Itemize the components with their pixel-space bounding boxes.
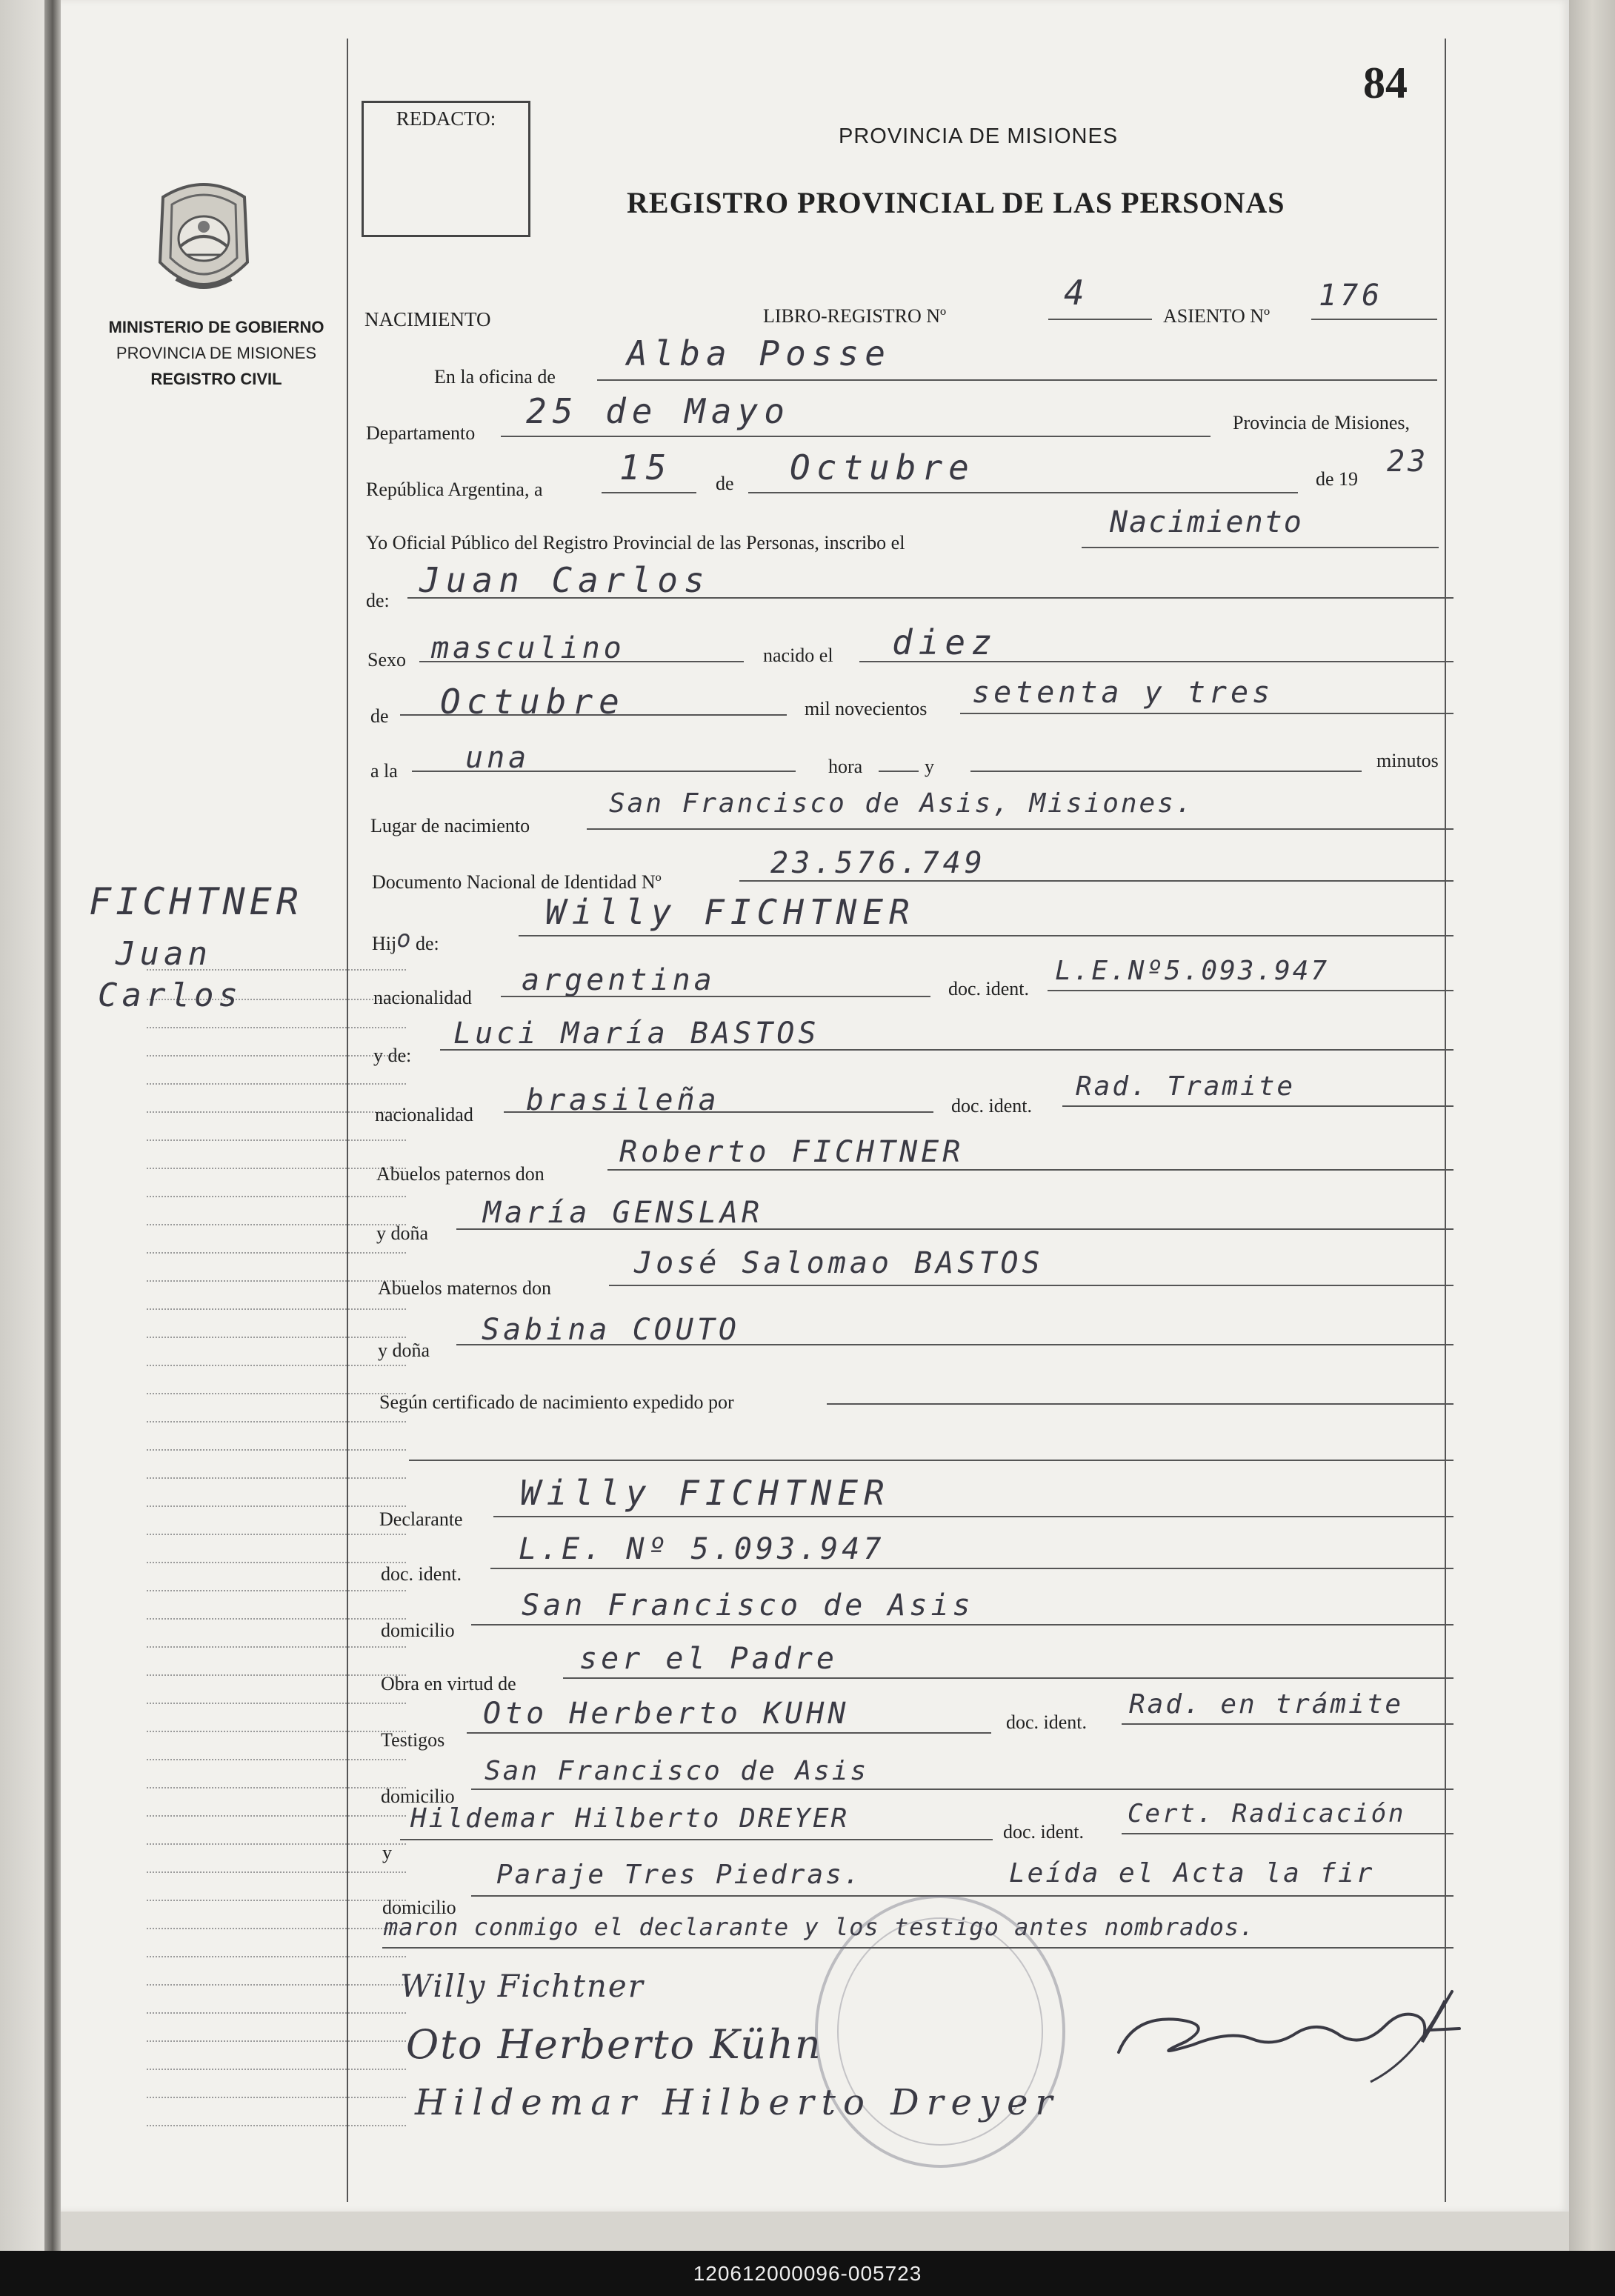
value-obra: ser el Padre <box>579 1642 838 1676</box>
value-doc-declarante: L.E. Nº 5.093.947 <box>519 1532 885 1566</box>
label-de1: de <box>716 473 734 494</box>
rule <box>960 713 1454 714</box>
right-border <box>1445 39 1446 2202</box>
margin-rule <box>147 1252 406 1254</box>
label-docident-padre: doc. ident. <box>948 978 1030 999</box>
rule <box>970 771 1362 772</box>
margin-rule <box>147 1590 406 1591</box>
value-dni: 23.576.749 <box>770 846 986 880</box>
rule <box>501 996 930 997</box>
margin-rule <box>147 1871 406 1873</box>
label-domicilio-testigo1: domicilio <box>381 1786 455 1807</box>
rule <box>1311 319 1437 320</box>
label-de-nombre: de: <box>366 590 390 611</box>
margin-rule <box>147 1196 406 1197</box>
rule <box>1048 990 1454 991</box>
margin-rule <box>147 1956 406 1957</box>
value-anio-nac: setenta y tres <box>972 676 1274 710</box>
ministry-block <box>68 314 364 392</box>
label-hijo-de: de: <box>416 933 439 954</box>
label-sexo: Sexo <box>367 649 406 671</box>
rule <box>1062 1105 1454 1107</box>
label-y-testigo2: y <box>382 1842 392 1863</box>
rule <box>1122 1723 1454 1725</box>
label-abuelos-paternos: Abuelos paternos don <box>376 1163 545 1185</box>
margin-rule <box>147 1928 406 1929</box>
redacto-label: REDACTO: <box>396 107 496 130</box>
label-y: y <box>925 756 934 777</box>
margin-rule <box>147 1703 406 1704</box>
margin-rule <box>147 1027 406 1028</box>
rule <box>471 1624 1454 1625</box>
page-number: 84 <box>1363 59 1408 107</box>
label-mil: mil novecientos <box>805 698 928 719</box>
margin-note-name1: Juan <box>116 935 212 973</box>
margin-rule <box>147 1393 406 1394</box>
margin-note-name2: Carlos <box>98 976 242 1014</box>
label-ydona-pat: y doña <box>376 1222 429 1244</box>
rule <box>400 1839 993 1840</box>
ministry-line3: REGISTRO CIVIL <box>150 370 282 388</box>
label-domicilio-testigo2: domicilio <box>382 1897 456 1918</box>
label-hijo <box>372 925 439 956</box>
margin-rule <box>147 1674 406 1676</box>
margin-rule <box>147 1534 406 1535</box>
value-abuelo-pat: Roberto FICHTNER <box>619 1135 965 1169</box>
label-minutos: minutos <box>1376 750 1439 771</box>
rule <box>597 379 1437 381</box>
value-lugar: San Francisco de Asis, Misiones. <box>609 788 1194 819</box>
value-abuela-pat: María GENSLAR <box>483 1196 764 1230</box>
margin-rule <box>147 1477 406 1479</box>
label-domicilio-declarante: domicilio <box>381 1620 455 1641</box>
label-docident-testigo1: doc. ident. <box>1006 1711 1088 1733</box>
redacto-box <box>362 101 530 237</box>
value-hijo-suffix: o <box>396 925 411 953</box>
margin-rule <box>147 1843 406 1845</box>
label-nacido: nacido el <box>763 645 833 666</box>
value-testigo1: Oto Herberto KUHN <box>483 1697 850 1731</box>
rule <box>456 1228 1454 1230</box>
rule <box>1122 1833 1454 1834</box>
margin-rule <box>147 1984 406 1986</box>
margin-rule <box>147 1083 406 1085</box>
rule <box>1048 319 1152 320</box>
margin-rule <box>147 1449 406 1451</box>
label-nacionalidad-madre: nacionalidad <box>375 1104 473 1125</box>
value-mes-nac: Octubre <box>440 682 625 722</box>
margin-rule <box>147 1421 406 1422</box>
rule <box>471 1895 1454 1897</box>
rule <box>1082 547 1439 548</box>
margin-rule <box>147 1505 406 1507</box>
label-hora: hora <box>828 756 863 777</box>
label-oficina: En la oficina de <box>434 366 556 387</box>
margin-rule <box>147 1308 406 1310</box>
rule <box>587 828 1454 830</box>
round-official-stamp <box>815 1895 1065 2168</box>
value-dom-testigo1: San Francisco de Asis <box>485 1756 869 1786</box>
label-declarante: Declarante <box>379 1508 463 1530</box>
rule <box>879 771 919 772</box>
value-acto: Nacimiento <box>1110 505 1303 539</box>
value-dom-testigo2: Paraje Tres Piedras. <box>496 1860 862 1890</box>
margin-rule <box>147 1900 406 1901</box>
signature-declarante: Willy Fichtner <box>400 1968 645 2004</box>
value-oficina: Alba Posse <box>627 333 891 373</box>
rectangular-official-stamp <box>1120 2052 1365 2069</box>
signature-testigo1: Oto Herberto Kühn <box>406 2021 822 2068</box>
margin-rule <box>147 1168 406 1169</box>
value-anio: 23 <box>1387 445 1429 479</box>
margin-rule <box>147 1337 406 1338</box>
margin-rule <box>147 1618 406 1620</box>
label-asiento: ASIENTO Nº <box>1163 305 1271 327</box>
margin-rule <box>147 2125 406 2126</box>
book-cover-edge <box>1569 0 1615 2251</box>
label-republica: República Argentina, a <box>366 479 543 500</box>
value-padre: Willy FICHTNER <box>545 892 916 932</box>
label-hijo-prefix: Hij <box>372 933 397 954</box>
label-departamento: Departamento <box>366 422 476 444</box>
rule <box>412 771 796 772</box>
margin-rule <box>147 1759 406 1760</box>
header-registro: REGISTRO PROVINCIAL DE LAS PERSONAS <box>627 186 1285 219</box>
label-nacimiento: NACIMIENTO <box>364 308 491 330</box>
rule <box>827 1403 1454 1405</box>
value-doc-testigo1: Rad. en trámite <box>1129 1689 1404 1720</box>
margin-rule <box>147 1562 406 1563</box>
label-documento: Documento Nacional de Identidad Nº <box>372 871 662 893</box>
rule <box>440 1049 1454 1051</box>
label-obra: Obra en virtud de <box>381 1673 516 1694</box>
rule <box>490 1568 1454 1569</box>
value-departamento: 25 de Mayo <box>526 391 790 431</box>
margin-rule <box>147 1280 406 1282</box>
value-madre: Luci María BASTOS <box>453 1016 820 1051</box>
value-sexo: masculino <box>431 631 625 665</box>
label-ydona-mat: y doña <box>378 1340 430 1361</box>
official-signature-scribble <box>1104 1971 1474 2089</box>
label-libro: LIBRO-REGISTRO Nº <box>763 305 947 327</box>
rule <box>456 1344 1454 1345</box>
label-de19: de 19 <box>1316 468 1359 490</box>
value-leida-line1: Leída el Acta la fir <box>1009 1858 1375 1889</box>
scan-identifier: 120612000096-005723 <box>0 2251 1615 2296</box>
provincial-seal-icon <box>150 175 258 299</box>
rule <box>602 492 696 493</box>
value-doc-testigo2: Cert. Radicación <box>1128 1799 1406 1829</box>
label-nacionalidad-padre: nacionalidad <box>373 987 472 1008</box>
value-hora: una <box>465 741 530 775</box>
label-yo-oficial: Yo Oficial Público del Registro Provincial de las Personas, inscribo el <box>366 532 905 553</box>
rule <box>607 1169 1454 1171</box>
rule <box>419 661 744 662</box>
margin-rule <box>147 1787 406 1788</box>
value-doc-madre: Rad. Tramite <box>1076 1071 1296 1102</box>
margin-rule <box>147 1055 406 1057</box>
rule <box>400 714 787 716</box>
rule <box>563 1677 1454 1679</box>
signature-testigo2: Hildemar Hilberto Dreyer <box>415 2082 1060 2123</box>
label-testigos: Testigos <box>381 1729 445 1751</box>
rule <box>739 880 1454 882</box>
margin-rule <box>147 2040 406 2042</box>
rule <box>407 597 1454 599</box>
book-gutter <box>44 0 61 2251</box>
rule <box>467 1732 991 1734</box>
value-nac-padre: argentina <box>522 963 716 997</box>
value-leida-line2: maron conmigo el declarante y los testigo antes nombrados. <box>384 1913 1255 1941</box>
margin-rule <box>147 1815 406 1817</box>
margin-rule <box>147 1646 406 1648</box>
label-segun: Según certificado de nacimiento expedido por <box>379 1391 734 1413</box>
value-asiento: 176 <box>1319 279 1384 313</box>
label-y-de-madre: y de: <box>373 1045 412 1066</box>
value-libro: 4 <box>1064 273 1090 313</box>
margin-rule <box>147 1111 406 1113</box>
margin-rule <box>147 1139 406 1141</box>
margin-rule <box>147 1224 406 1225</box>
margin-rule <box>147 2069 406 2070</box>
label-docident-madre: doc. ident. <box>951 1095 1033 1117</box>
value-domicilio-declarante: San Francisco de Asis <box>522 1588 974 1623</box>
ministry-line1: MINISTERIO DE GOBIERNO <box>108 318 324 336</box>
rule <box>471 1788 1454 1790</box>
margin-rule <box>147 1365 406 1366</box>
label-provincia: Provincia de Misiones, <box>1233 412 1411 433</box>
rule <box>748 492 1298 493</box>
label-ala: a la <box>370 760 398 782</box>
margin-rule <box>147 1731 406 1732</box>
rule <box>409 1460 1454 1461</box>
value-abuela-mat: Sabina COUTO <box>482 1313 740 1347</box>
ministry-line2: PROVINCIA DE MISIONES <box>116 344 317 362</box>
header-provincia: PROVINCIA DE MISIONES <box>839 124 1119 148</box>
value-dia: 15 <box>619 447 673 488</box>
rule <box>504 1111 933 1113</box>
value-dia-nac: diez <box>892 622 998 662</box>
value-doc-padre: L.E.Nº5.093.947 <box>1055 956 1330 986</box>
value-mes: Octubre <box>790 447 975 488</box>
label-abuelos-maternos: Abuelos maternos don <box>378 1277 551 1299</box>
rule <box>519 935 1454 936</box>
rule <box>501 436 1211 437</box>
rule <box>609 1285 1454 1286</box>
value-nac-madre: brasileña <box>526 1083 720 1117</box>
value-declarante: Willy FICHTNER <box>520 1473 890 1513</box>
value-abuelo-mat: José Salomao BASTOS <box>634 1246 1044 1280</box>
margin-rule <box>147 2097 406 2098</box>
rule <box>493 1516 1454 1517</box>
value-nombre: Juan Carlos <box>419 560 710 600</box>
value-testigo2: Hildemar Hilberto DREYER <box>410 1803 850 1834</box>
label-lugar: Lugar de nacimiento <box>370 815 530 836</box>
rule <box>859 661 1454 662</box>
margin-note-surname: FICHTNER <box>89 880 303 923</box>
label-de-mes-nac: de <box>370 705 389 727</box>
label-docident-declarante: doc. ident. <box>381 1563 462 1585</box>
margin-rule <box>147 2012 406 2014</box>
label-docident-testigo2: doc. ident. <box>1003 1821 1085 1843</box>
